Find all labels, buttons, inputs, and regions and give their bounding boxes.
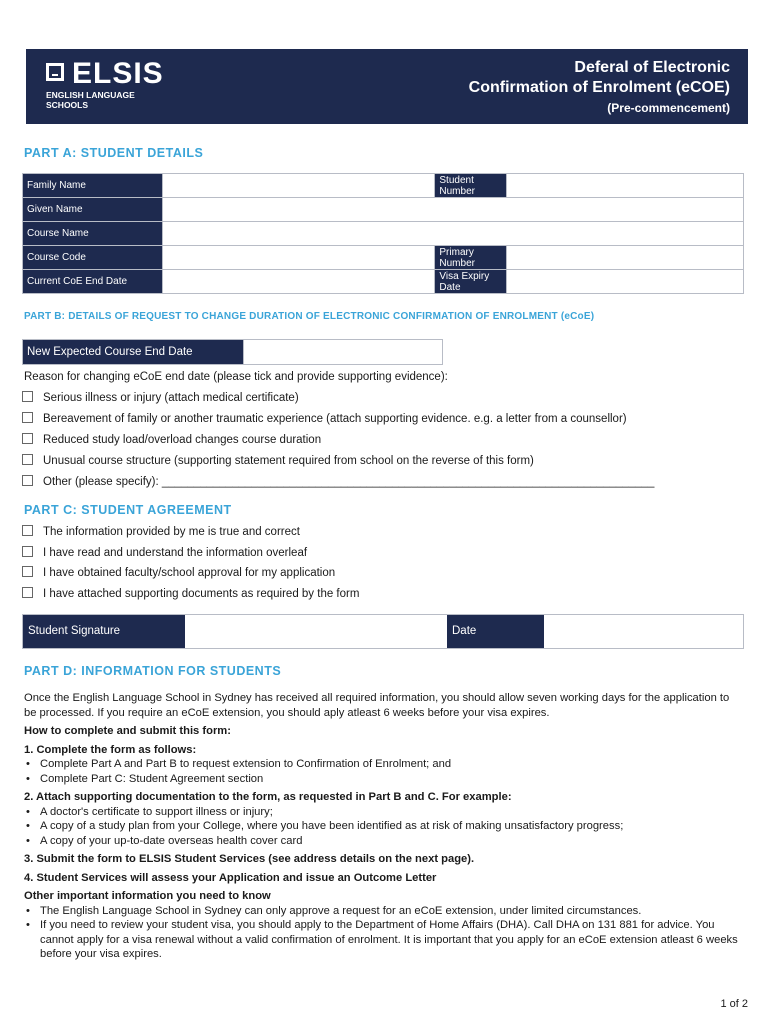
other-info-list [24,904,742,962]
list-item: • A doctor's certificate to support illness or injury; [24,805,742,820]
checkbox[interactable] [22,546,33,557]
step-4: 4. Student Services will assess your Application and issue an Outcome Letter [24,871,437,884]
signature-label: Student Signature [28,625,121,637]
primary-number-field[interactable] [507,246,744,270]
checkbox[interactable] [22,566,33,577]
primary-number-label: Primary Number [435,246,507,270]
reason-option[interactable]: Bereavement of family or another traumatic experience (attach supporting evidence. e.g. a letter from a counsellor) [22,412,627,425]
current-coe-end-label: Current CoE End Date [23,270,163,294]
part-d-title: PART D: INFORMATION FOR STUDENTS [24,664,282,678]
reason-option-other[interactable]: Other (please specify): _____________________________________________________________________________ [22,475,654,488]
part-a-title: PART A: STUDENT DETAILS [24,146,204,160]
new-end-date-table [22,339,443,365]
agreement-option[interactable]: I have attached supporting documents as required by the form [22,587,359,600]
given-name-field[interactable] [162,198,743,222]
list-item: • If you need to review your student visa, you should apply to the Department of Home Affairs (DHA). Call DHA on 131 881 for advice. You cannot apply for a visa renewal without a valid confirmation of enrolment. It is important that you apply for an eCoE extension atleast 6 weeks before your visa expires. [24,918,742,962]
signature-label-box [23,615,185,648]
new-end-date-field[interactable] [244,340,443,365]
date-field[interactable] [544,615,743,648]
list-item: • Complete Part C: Student Agreement section [24,772,742,787]
checkbox[interactable] [22,433,33,444]
title-line-1: Deferal of Electronic [574,59,730,76]
date-label-box [447,615,544,648]
course-name-field[interactable] [162,222,743,246]
reason-option[interactable]: Reduced study load/overload changes course duration [22,433,321,446]
how-to-heading: How to complete and submit this form: [24,725,231,737]
new-end-date-label: New Expected Course End Date [23,340,244,365]
part-c-title: PART C: STUDENT AGREEMENT [24,503,232,517]
step-1: 1. Complete the form as follows: [24,743,197,756]
list-item: • A copy of a study plan from your College, where you have been identified as at risk of making unsatisfactory progress; [24,819,742,834]
student-details-table [22,173,744,294]
title-line-3: (Pre-commencement) [607,101,730,115]
step-2: 2. Attach supporting documentation to the form, as requested in Part B and C. For example: [24,791,512,803]
agreement-option[interactable]: The information provided by me is true and correct [22,525,300,538]
reason-intro: Reason for changing eCoE end date (please tick and provide supporting evidence): [24,371,448,383]
page-number: 1 of 2 [720,998,748,1010]
checkbox[interactable] [22,587,33,598]
other-info-heading: Other important information you need to know [24,890,271,902]
student-number-field[interactable] [507,174,744,198]
logo-text: ELSIS [72,57,164,90]
step-3: 3. Submit the form to ELSIS Student Services (see address details on the next page). [24,853,475,865]
list-item: • A copy of your up-to-date overseas health cover card [24,834,742,849]
agreement-option[interactable]: I have read and understand the information overleaf [22,546,307,559]
current-coe-end-field[interactable] [162,270,435,294]
reason-option[interactable]: Serious illness or injury (attach medical certificate) [22,391,299,404]
part-d-body [24,691,742,962]
family-name-label: Family Name [23,174,163,198]
logo-icon [46,63,64,81]
logo-subtitle: ENGLISH LANGUAGE SCHOOLS [46,90,135,110]
agreement-option[interactable]: I have obtained faculty/school approval for my application [22,566,335,579]
list-item: • The English Language School in Sydney can only approve a request for an eCoE extension, under limited circumstances. [24,904,742,919]
visa-expiry-field[interactable] [507,270,744,294]
step-2-list [24,805,742,849]
student-number-label: Student Number [435,174,507,198]
visa-expiry-label: Visa Expiry Date [435,270,507,294]
course-code-field[interactable] [162,246,435,270]
list-item: • Complete Part A and Part B to request extension to Confirmation of Enrolment; and [24,757,742,772]
step-1-list [24,757,742,786]
signature-field[interactable] [185,615,447,648]
part-d-intro: Once the English Language School in Sydney has received all required information, you should allow seven working days for the application to be processed. If you require an eCoE extension, you should aply atleast 6 weeks before your visa expires. [24,692,730,719]
given-name-label: Given Name [23,198,163,222]
reason-option[interactable]: Unusual course structure (supporting statement required from school on the reverse of this form) [22,454,534,467]
course-code-label: Course Code [23,246,163,270]
checkbox[interactable] [22,475,33,486]
date-label: Date [452,625,477,637]
checkbox[interactable] [22,391,33,402]
family-name-field[interactable] [162,174,435,198]
header-banner [26,49,748,124]
signature-row [22,614,744,649]
checkbox[interactable] [22,525,33,536]
course-name-label: Course Name [23,222,163,246]
checkbox[interactable] [22,454,33,465]
checkbox[interactable] [22,412,33,423]
title-line-2: Confirmation of Enrolment (eCOE) [468,79,730,96]
part-b-title: PART B: DETAILS OF REQUEST TO CHANGE DURATION OF ELECTRONIC CONFIRMATION OF ENROLMENT (eCoE) [24,311,595,322]
